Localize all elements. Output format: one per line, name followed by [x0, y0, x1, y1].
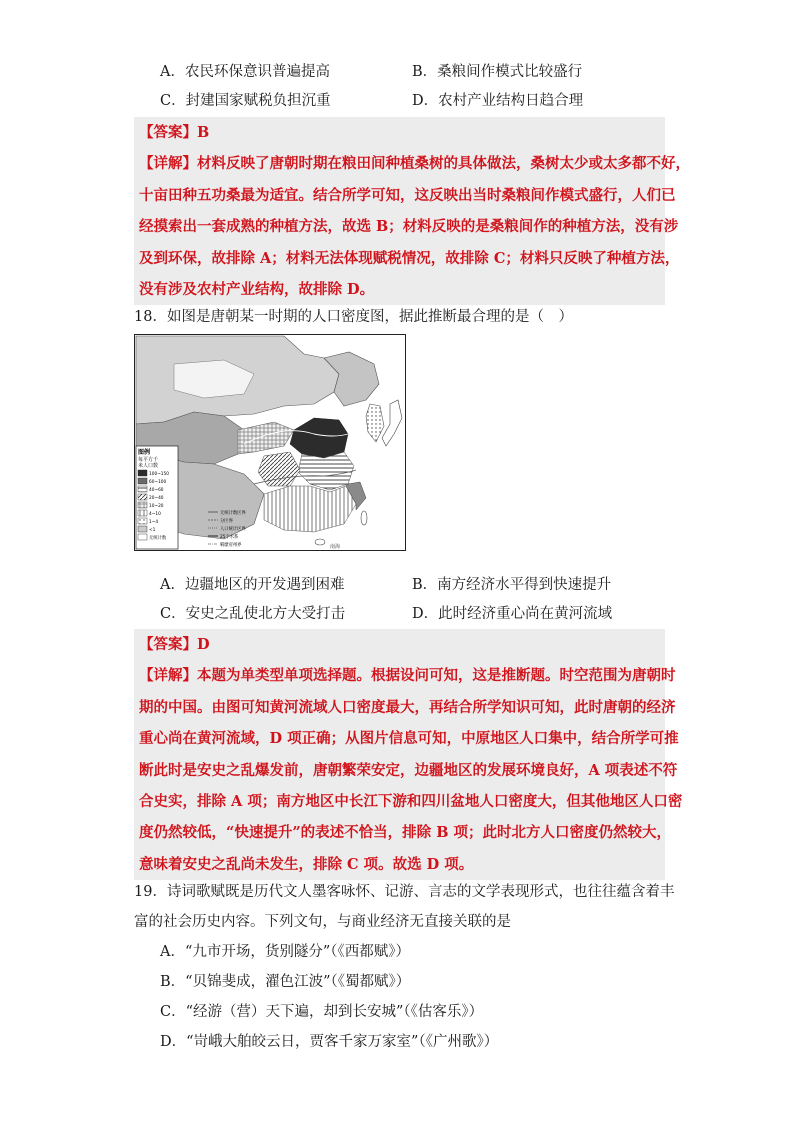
- q19-stem: 19．诗词歌赋既是历代文人墨客咏怀、记游、言志的文学表现形式，也往往蕴含着丰: [134, 884, 675, 900]
- q19-stem: 富的社会历史内容。下列文句，与商业经济无直接关联的是: [134, 914, 511, 930]
- q18-explanation-line: 意味着安史之乱尚未发生，排除 C 项。故选 D 项。: [139, 855, 474, 873]
- q18-option-row: [160, 600, 660, 629]
- q17-explanation-line: 十亩田种五功桑最为适宜。结合所学可知，这反映出当时桑粮间作模式盛行，人们已: [139, 186, 676, 204]
- boundary-label: 25个水系: [220, 535, 239, 540]
- q17-option-d[interactable]: D．农村产业结构日趋合理: [412, 93, 584, 109]
- q18-option-b[interactable]: B．南方经济水平得到快速提升: [412, 577, 612, 593]
- legend-class: 1~4: [149, 520, 159, 525]
- q17-option-row: [160, 87, 660, 116]
- q18-option-c[interactable]: C．安史之乱使北方大受打击: [160, 606, 346, 622]
- q18-options: [160, 571, 660, 629]
- q18-explanation-line: 期的中国。由图可知黄河流域人口密度最大，再结合所学知识可知，此时唐朝的经济: [139, 698, 676, 716]
- q19-block: [134, 877, 674, 1057]
- q19-option-b[interactable]: B．“贝锦斐成，濯色江波”（《蜀都赋》）: [160, 974, 411, 990]
- q17-answer: 【答案】B: [139, 124, 210, 141]
- q17-explanation-line: 及到环保，故排除 A；材料无法体现赋税情况，故排除 C；材料只反映了种植方法，: [139, 249, 680, 267]
- taiwan-island: [361, 511, 367, 525]
- legend-class: 100~150: [149, 472, 170, 477]
- q18-stem: 18．如图是唐朝某一时期的人口密度图，据此推断最合理的是（ ）: [134, 309, 573, 325]
- boundary-label: 人口统计区界: [220, 527, 246, 532]
- legend-class: 无统计数: [149, 536, 167, 541]
- q18-explanation-line: 度仍然较低，“快速提升”的表述不恰当，排除 B 项；此时北方人口密度仍然较大，: [139, 824, 672, 842]
- legend-class: 4~10: [149, 512, 161, 517]
- legend-class: 20~40: [149, 496, 164, 501]
- q17-options: [160, 58, 660, 116]
- legend-title: 图例: [138, 449, 151, 456]
- boundary-label: 分区界: [220, 519, 233, 524]
- q17-explanation-line: 没有涉及农村产业结构，故排除 D。: [139, 280, 375, 298]
- q18-answer: 【答案】D: [139, 636, 210, 653]
- legend-class: 40~60: [149, 488, 164, 493]
- q17-explanation-line: 经摸索出一套成熟的种植方法，故选 B；材料反映的是桑粮间作的种植方法，没有涉: [139, 218, 679, 236]
- legend-class: <1: [149, 528, 156, 533]
- boundary-label: 羁縻府州界: [220, 543, 242, 548]
- q18-explanation-line: 断此时是安史之乱爆发前，唐朝繁荣安定，边疆地区的发展环境良好，A 项表述不符: [139, 761, 678, 779]
- legend-subtitle: 米人口数: [138, 463, 159, 469]
- legend-class: 10~20: [149, 504, 164, 509]
- q17-option-b[interactable]: B．桑粮间作模式比较盛行: [412, 64, 583, 80]
- q17-option-c[interactable]: C．封建国家赋税负担沉重: [160, 93, 331, 109]
- q18-explanation-line: 【详解】本题为单类型单项选择题。根据设问可知，这是推断题。时空范围为唐朝时: [139, 667, 676, 685]
- population-density-map: [134, 334, 406, 551]
- hainan-island: [315, 539, 325, 545]
- map-legend: [136, 446, 178, 549]
- q18-explanation-line: 合史实，排除 A 项；南方地区中长江下游和四川盆地人口密度大，但其他地区人口密: [139, 792, 683, 810]
- q18-option-d[interactable]: D．此时经济重心尚在黄河流域: [412, 606, 613, 622]
- q19-option-c[interactable]: C．“经游（营）天下遍，却到长安城”（《估客乐》）: [160, 1004, 484, 1020]
- q17-option-row: [160, 58, 660, 87]
- q18-option-row: [160, 571, 660, 600]
- sea-label: 南海: [330, 544, 341, 550]
- boundary-label: 无统计数区界: [220, 511, 246, 516]
- legend-class: 60~100: [149, 480, 167, 485]
- q18-answer-block: [134, 629, 683, 880]
- q18-explanation-line: 重心尚在黄河流域，D 项正确；从图片信息可知，中原地区人口集中，结合所学可推: [139, 730, 679, 748]
- q17-option-a[interactable]: A．农民环保意识普遍提高: [160, 64, 330, 80]
- q18-option-a[interactable]: A．边疆地区的开发遇到困难: [160, 577, 345, 593]
- q19-option-d[interactable]: D．“岢峨大舶皎云日，贾客千家万家室”（《广州歌》）: [160, 1034, 499, 1050]
- legend-subtitle: 每平方千: [138, 457, 159, 463]
- q17-explanation-line: 【详解】材料反映了唐朝时期在粮田间种植桑树的具体做法，桑树太少或太多都不好，: [139, 155, 690, 173]
- q19-option-a[interactable]: A．“九市开场，货别隧分”（《西都赋》）: [160, 944, 411, 960]
- q17-answer-block: [134, 117, 690, 305]
